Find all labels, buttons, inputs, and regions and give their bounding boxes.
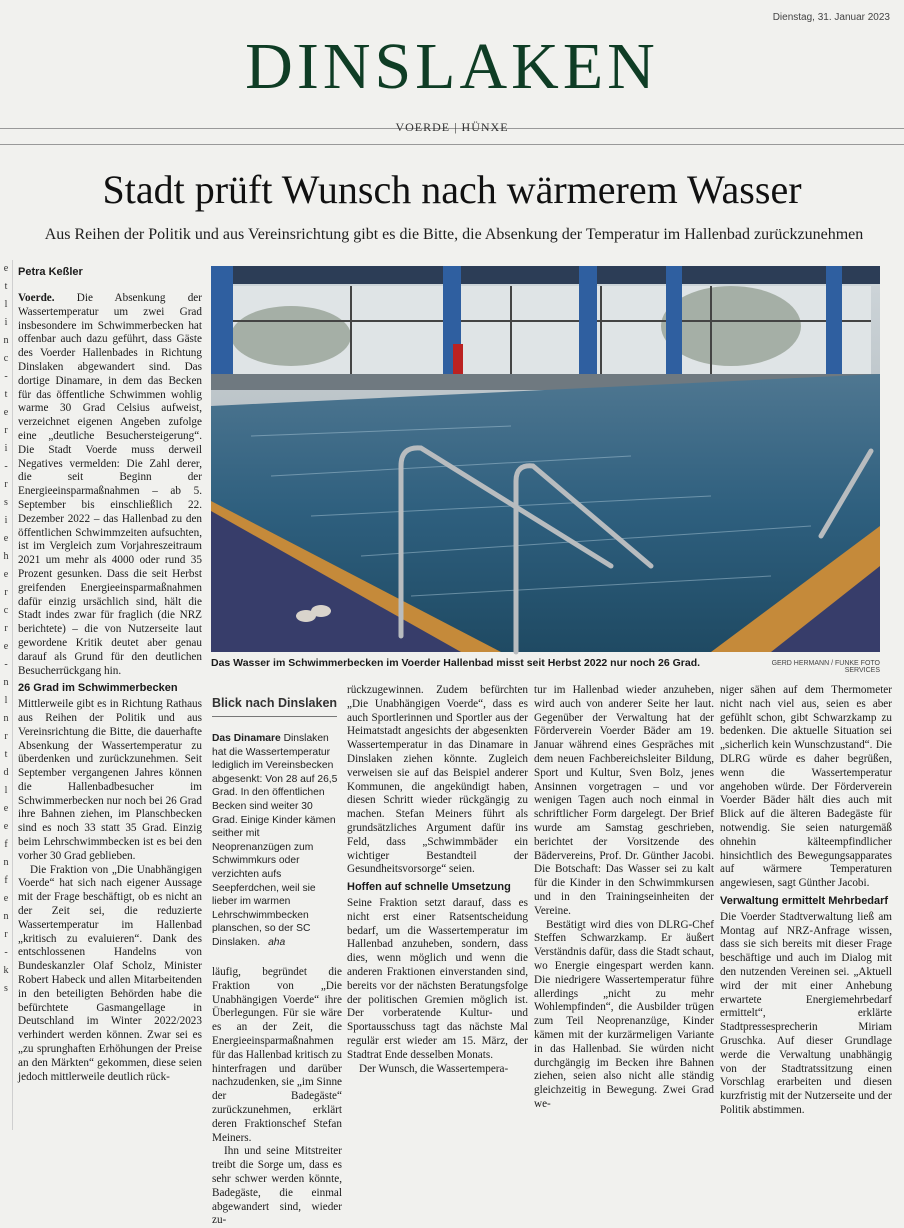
paragraph: läufig, begründet die Fraktion von „Die Unabhängigen Voerde“ ihre Überlegungen. Für sie wäre es an der Zeit, die Energieeinsparmaßnahmen für das Hallenbad kritisch zu hinterfragen und darüber nachzudenken, sie „im Sinne der Badegäste“ zurückzunehmen, erklärt deren Fraktionschef Stefan Meiners. <box>212 966 342 1144</box>
margin-letter: r <box>4 731 8 742</box>
margin-letter: r <box>4 623 8 634</box>
infobox-text: Dinslaken hat die Wassertemperatur lediglich im Vereinsbecken abgesenkt: Von 28 auf 26,5 Grad. In den öffentlichen Becken sind weiter 30 Grad. Einige Kinder kämen seither mit Neoprenanzügen zum Schwimmkurs oder verzichten aufs Seepferdchen, weil sie lieber im warmen Lehrschwimmbecken planschen, so der SC Dinslaken. <box>212 733 338 948</box>
margin-letter: f <box>4 839 8 850</box>
infobox-lead: Das Dinamare <box>212 733 281 744</box>
article-deck: Aus Reihen der Politik und aus Vereinsrichtung gibt es die Bitte, die Absenkung der Temperatur im Hallenbad zurückzunehmen <box>44 226 864 243</box>
paragraph: niger sähen auf dem Thermometer nicht nach viel aus, seien es aber gefühlt schon, gibt Schwarzkamp zu bedenken. Die aktuelle Situation sei „sicherlich kein Wunschzustand“. Die DLRG würde es daher begrüßen, wenn die Wassertemperatur angehoben würde. Der Förderverein Voerder Bäder hält dies auch mit Blick auf die älteren Badegäste für notwendig. Sie seien naturgemäß ohnehin kälteempfindlicher hinsichtlich des Bewegungsapparates auf wärmere Temperaturen angewiesen, sagt Günther Jacobi. <box>720 684 892 890</box>
margin-letter: - <box>4 947 8 958</box>
margin-letter: l <box>4 785 8 796</box>
margin-letter: - <box>4 659 8 670</box>
masthead: DINSLAKEN <box>245 30 659 103</box>
paragraph: Die Voerder Stadtverwaltung ließ am Montag auf NRZ-Anfrage wissen, dass sie sich bereits mit dieser Frage beschäftige und auch im Dialog mit den nutzenden Vereinen sei. „Aktuell wird der mit einer Anhebung erwartete Energiemehrbedarf ermittelt“, erklärte Stadtpressesprecherin Miriam Gruschka. Auf dieser Grundlage werde die Verwaltung unabhängig von der Stadtratssitzung einen Vorschlag erarbeiten und diesen kurzfristig mit der Nutzerseite und der Politik abstimmen. <box>720 910 892 1116</box>
margin-letter: e <box>3 893 9 904</box>
edition-subline: VOERDE | HÜNXE <box>395 120 509 134</box>
margin-letter: r <box>4 587 8 598</box>
margin-letter: k <box>3 965 9 976</box>
margin-letter: r <box>4 425 8 436</box>
paragraph: Der Wunsch, die Wassertempera- <box>359 1062 509 1075</box>
margin-letter: r <box>4 479 8 490</box>
margin-letter: i <box>4 443 8 454</box>
pool-photo <box>211 266 880 652</box>
margin-letter: e <box>3 641 9 652</box>
author-byline: Petra Keßler <box>18 266 83 278</box>
paragraph: Ihn und seine Mitstreiter treibt die Sorge um, dass es sehr schwer werden könnte, Badegäste, die einmal abgewandert sind, wieder zu- <box>212 1145 342 1227</box>
margin-letter: f <box>4 875 8 886</box>
margin-letter: e <box>3 803 9 814</box>
article-headline: Stadt prüft Wunsch nach wärmerem Wasser <box>102 167 802 212</box>
margin-letter: e <box>3 821 9 832</box>
masthead-rule-bottom <box>0 144 904 145</box>
margin-letter: s <box>4 983 8 994</box>
paragraph: Bestätigt wird dies von DLRG-Chef Steffen Schwarzkamp. Er äußert Verständnis dafür, dass die Stadt schaut, wo Energie eingespart werden kann. Die niedrigere Wassertemperatur führe allerdings „nicht zu mehr Wohlempfinden“, die Ausbilder trügen zum Teil Neoprenanzüge, Kinder kämen mit der kurzärmeligen Variante in das Hallenbad. Sie würden nicht durchgängig im Becken ihre Bahnen ziehen, seien also nicht alle ständig gleichzeitig in Bewegung. Zwei Grad we- <box>534 918 714 1110</box>
margin-letter: t <box>4 281 8 292</box>
margin-letter: c <box>3 353 9 364</box>
margin-letter: n <box>3 677 9 688</box>
margin-letter: t <box>4 389 8 400</box>
margin-letter: l <box>4 695 8 706</box>
article-column-6 <box>720 684 892 1134</box>
margin-letter: c <box>3 605 9 616</box>
margin-letter: i <box>4 317 8 328</box>
margin-letter: r <box>4 929 8 940</box>
margin-letter: e <box>3 407 9 418</box>
margin-letter: i <box>4 515 8 526</box>
article-column-5 <box>534 684 714 1134</box>
photo-caption: Das Wasser im Schwimmerbecken im Voerder Hallenbad misst seit Herbst 2022 nur noch 26 Grad. <box>211 657 701 669</box>
paragraph: Die Fraktion von „Die Unabhängigen Voerde“ hat sich nach eigener Aussage mit der Frage beschäftigt, ob es nicht an der Zeit sei, die reduzierte Wassertemperatur im Hallenbad „kritisch zu evaluieren“. Dank des entschlossenen Handelns von Bundeskanzler Olaf Scholz, Minister Robert Habeck und allen Mitarbeitenden in den beteiligten Behörden habe die befürchtete Gasmangellage in Deutschland im Winter 2022/2023 verhindert werden können. Zwar sei es „zu sprunghaften Erhöhungen der Preise an den Märkten“ gekommen, diese seien jedoch mittlerweile deutlich rück- <box>18 863 202 1083</box>
subheading: Verwaltung ermittelt Mehrbedarf <box>720 894 889 907</box>
margin-letter: n <box>3 335 9 346</box>
article-column-1 <box>18 292 202 1132</box>
margin-letter: h <box>3 551 9 562</box>
margin-letter: t <box>4 749 8 760</box>
margin-letter: s <box>4 497 8 508</box>
indoor-pool-image <box>211 266 880 652</box>
margin-letter: n <box>3 713 9 724</box>
issue-date: Dienstag, 31. Januar 2023 <box>772 12 890 23</box>
margin-letter: l <box>4 299 8 310</box>
margin-letter: n <box>3 857 9 868</box>
margin-letter: e <box>3 263 9 274</box>
infobox-rule <box>212 716 337 717</box>
infobox-signature: aha <box>268 936 286 948</box>
margin-letter: e <box>3 533 9 544</box>
subheading: Hoffen auf schnelle Umsetzung <box>347 881 511 894</box>
margin-letter: - <box>4 371 8 382</box>
article-column-3 <box>212 966 342 1227</box>
paragraph: tur im Hallenbad wieder anzuheben, wird auch von anderer Seite her laut. Gegenüber der Verwaltung hat der Förderverein Voerder Bäder am 19. Januar während eines Gespräches mit dem neuen Fachbereichsleiter Bildung, Sport und Kultur, Sven Bolz, jenes Ansinnen vorgetragen – und vor wenigen Tagen auch noch einmal in schriftlicher Form dargelegt. Der Brief wurde am Samstag geschrieben, berichtet der Vorsitzende des Bädervereins, Prof. Dr. Günther Jacobi. Die Botschaft: Das Wasser sei zu kalt für die Kinder in den Schwimmkursen und in den Trainingseinheiten der Vereine. <box>534 684 714 917</box>
dateline: Voerde. <box>18 292 55 304</box>
previous-article-margin <box>0 260 13 1130</box>
article-column-4 <box>347 684 528 1134</box>
paragraph: Mittlerweile gibt es in Richtung Rathaus aus Reihen der Politik und aus Vereinsrichtung die Bitte, die dauerhafte Absenkung der Wassertemperatur zu überdenken und zurückzunehmen. Seit September vergangenen Jahres können die Hallenbadbesucher im Schwimmerbecken nur noch bei 26 Grad ihre Bahnen ziehen, im Planschbecken sind es noch 33 statt 35 Grad. Einzig beim Lehrschwimmbecken ist es bei den vorher 30 Grad geblieben. <box>18 698 202 862</box>
infobox-heading: Blick nach Dinslaken <box>212 696 338 710</box>
margin-letter: e <box>3 569 9 580</box>
margin-letter: n <box>3 911 9 922</box>
photo-credit: GERD HERMANN / FUNKE FOTO SERVICES <box>771 660 880 674</box>
margin-letter: - <box>4 461 8 472</box>
paragraph: Seine Fraktion setzt darauf, dass es nicht erst einer Ratsentscheidung bedarf, um die Wassertemperatur im Hallenbad anzuheben, sondern, dass dies, wenn möglich und wenn die anderen Fraktionen einverstanden sind, bereits vor der nächsten Beratungsfolge der politischen Gremien möglich ist. Der vorberatende Kultur- und Sportausschuss tagt das nächste Mal regulär erst wieder am 15. März, der Stadtrat Ende desselben Monats. <box>347 896 528 1061</box>
subheading: 26 Grad im Schwimmerbecken <box>18 682 178 695</box>
infobox <box>212 732 340 950</box>
paragraph: rückzugewinnen. Zudem befürchten „Die Unabhängigen Voerde“, dass es auch Sportlerinnen und Sportler aus der Heimatstadt angesichts der abgesenkten Wassertemperatur in das Dinamare in Dinslaken ziehen könnte. Zugleich verweisen sie auf das Beispiel anderer Kommunen, die angekündigt haben, diesen Schritt wieder rückgängig zu machen. Stefan Meiners führt als grundsätzliches Argument dafür ins Feld, dass „Schwimmbäder ein wichtiger Bestandteil der Gesundheitsvorsorge“ seien. <box>347 684 528 876</box>
paragraph: Die Absenkung der Wassertemperatur um zwei Grad insbesondere im Schwimmerbecken hat offenbar auch dazu geführt, dass Gäste des Voerder Hallenbades in Richtung Dinslaken abgewandert sind. Das dortige Dinamare, in dem das Becken für das öffentliche Schwimmen wohlig warme 30 Grad Celsius aufweist, verzeichnet eigenen Angeben zufolge eine „deutliche Besuchersteigerung“. Die Stadt Voerde muss derweil Negatives vermelden: Die Zahl derer, die seit Beginn der Energieeinsparmaßnahmen – ab 5. September bis einschließlich 22. Dezember 2022 – das Hallenbad zu den öffentlichen Schwimmzeiten aufsuchten, ist im Vergleich zum Vorjahreszeitraum 2021 um mehr als 4000 oder rund 35 Prozent gesunken. Dass die seit Herbst greifenden Energieeinsparmaßnahmen dafür einzig ursächlich sind, hält die Stadt indes zwar für fraglich (die NRZ berichtete) – die von Nutzerseite laut gewordene Kritik deutet aber genau darauf als Grund für den deutlichen Besucherrückgang hin. <box>18 292 202 677</box>
margin-letter: d <box>3 767 9 778</box>
